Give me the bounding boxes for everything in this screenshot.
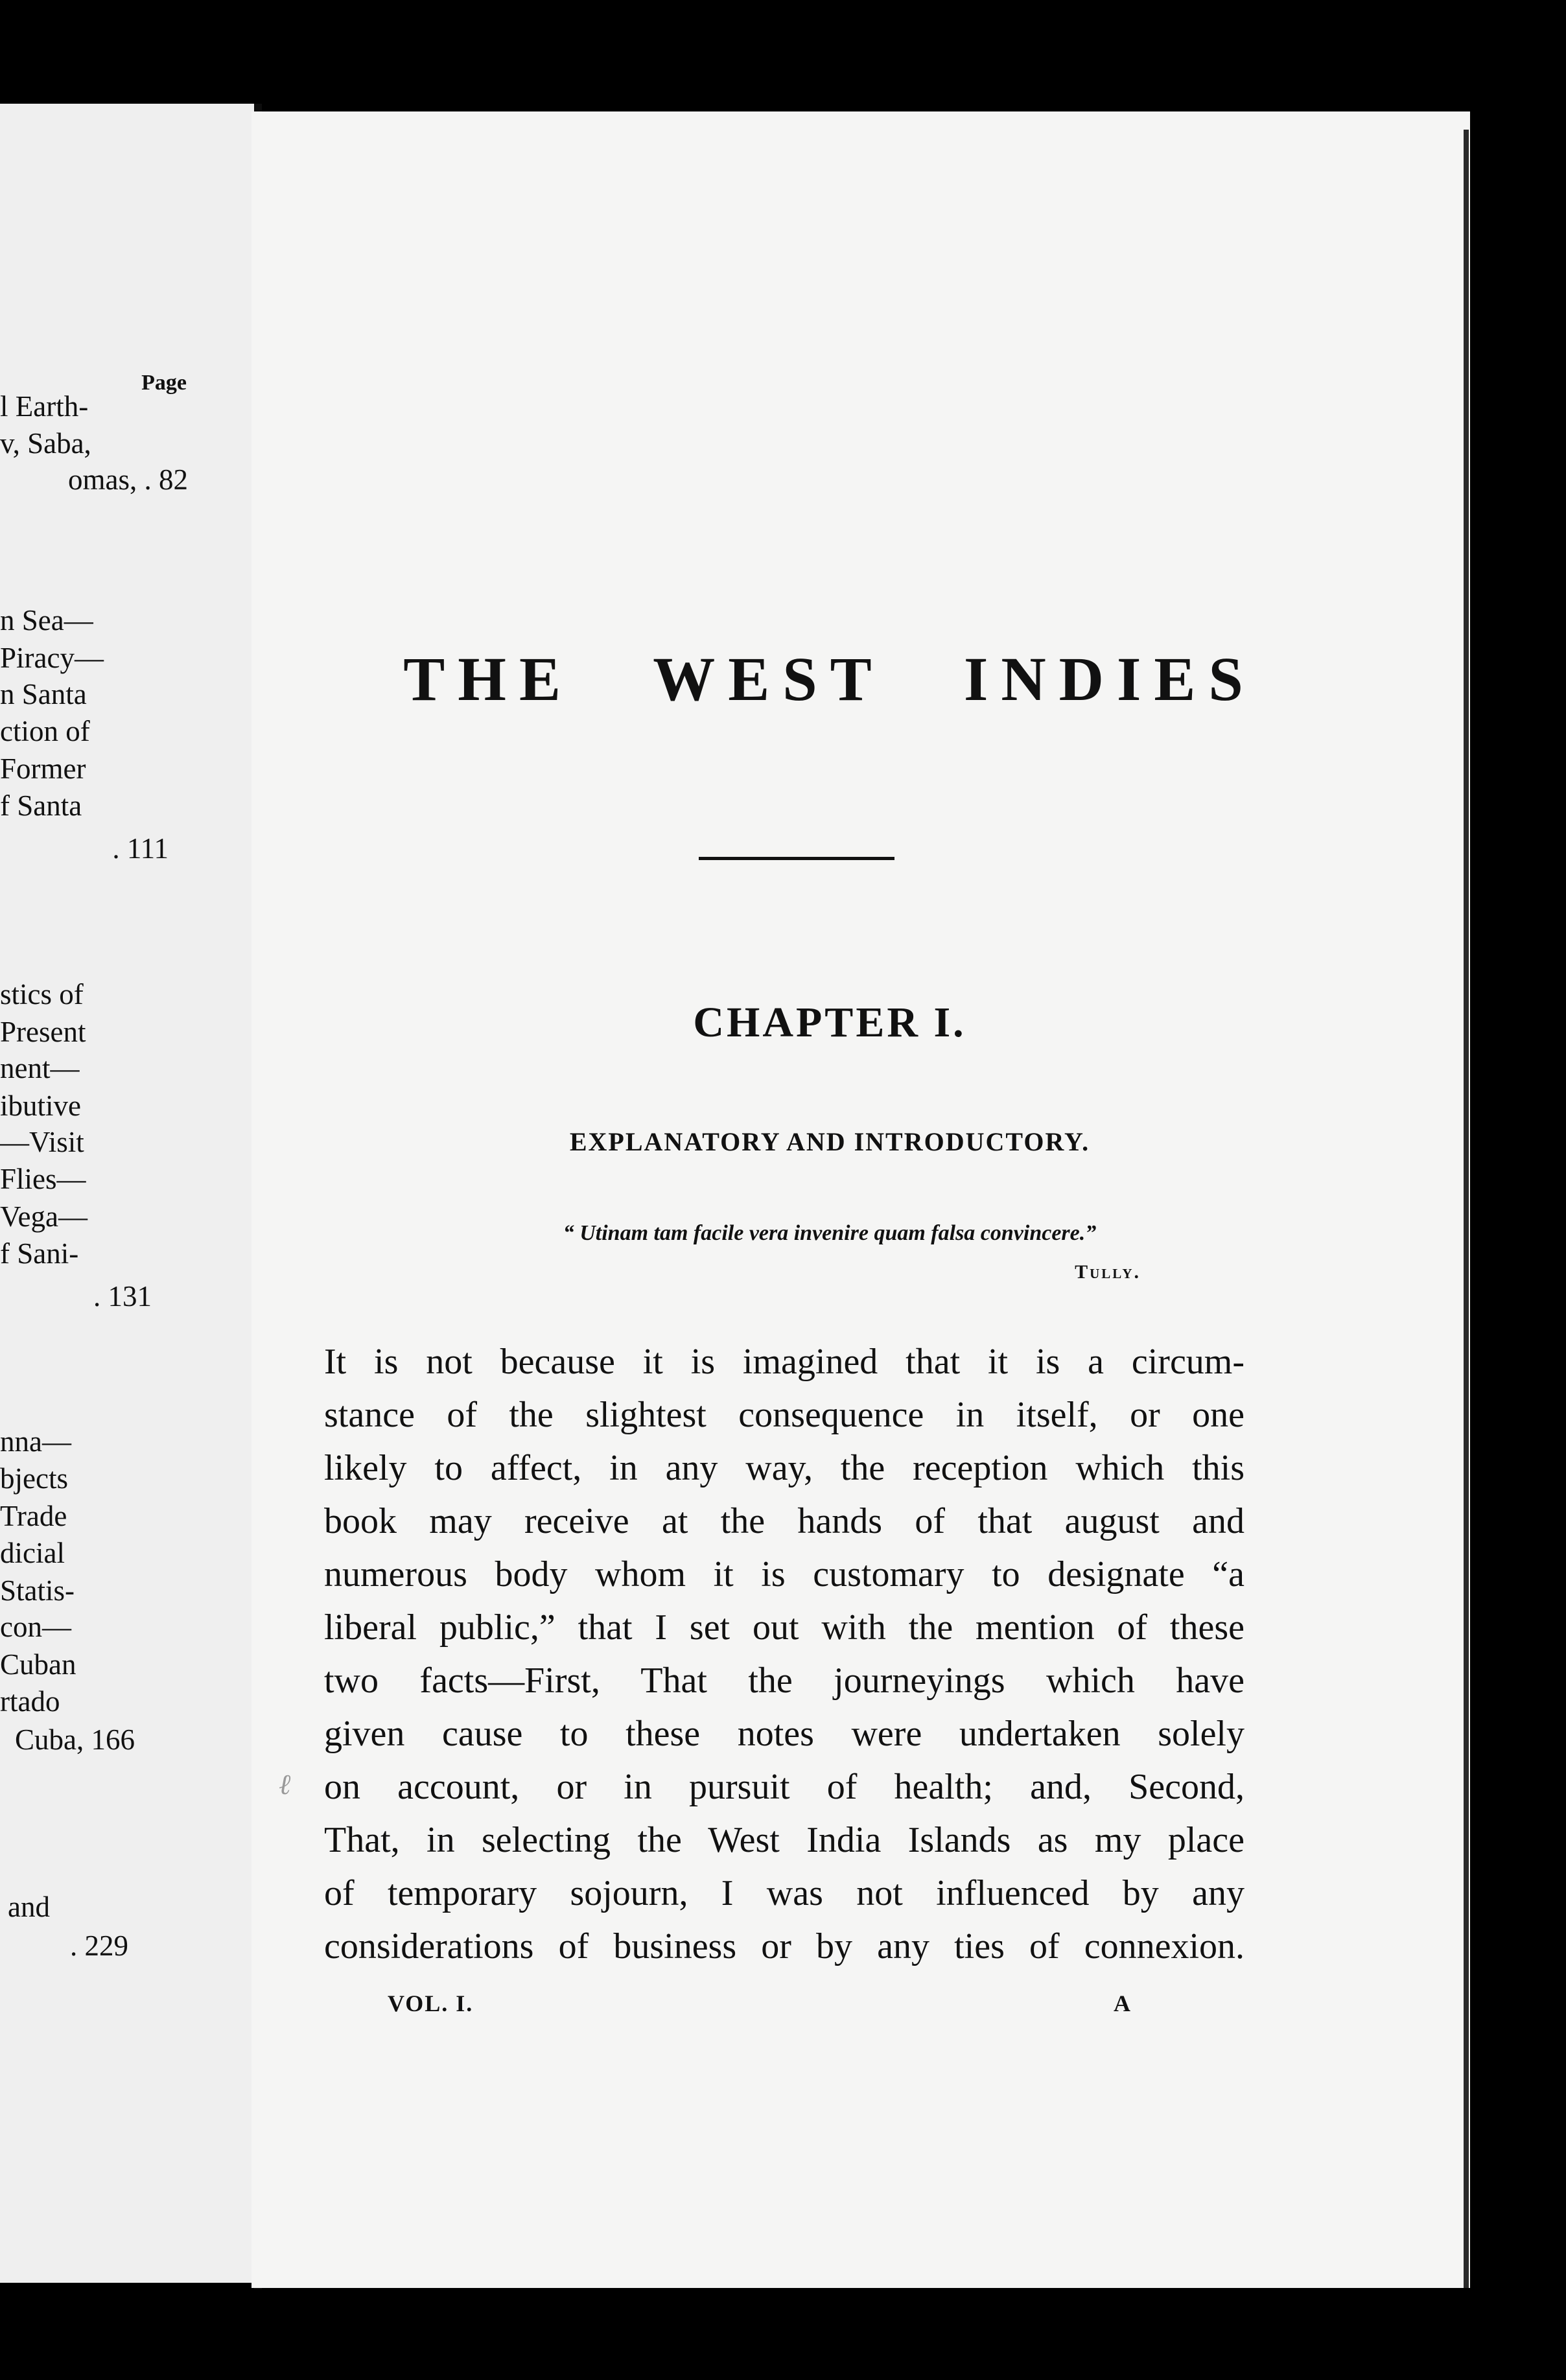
contents-line: Cuba, 166 [15, 1723, 135, 1756]
contents-line: Former [0, 752, 86, 785]
contents-line: Present [0, 1016, 86, 1048]
contents-line: stics of [0, 978, 84, 1010]
body-line: book may receive at the hands of that august and [324, 1501, 1245, 1541]
contents-line: nna— [0, 1425, 71, 1458]
title-rule [699, 857, 894, 860]
contents-line: Vega— [0, 1200, 88, 1233]
contents-line: ibutive [0, 1090, 81, 1122]
contents-line: n Santa [0, 678, 87, 710]
body-line: numerous body whom it is customary to designate “a [324, 1554, 1245, 1594]
contents-line: con— [0, 1611, 71, 1643]
body-line: That, in selecting the West India Islands as my place [324, 1820, 1245, 1860]
epigraph: “ Utinam tam facile vera invenire quam falsa convincere.” [563, 1221, 1097, 1245]
body-line: two facts—First, That the journeyings which have [324, 1661, 1245, 1701]
body-line: likely to affect, in any way, the reception which this [324, 1448, 1245, 1488]
book-title: THE WEST INDIES [403, 644, 1256, 714]
contents-line: omas, . 82 [68, 463, 188, 496]
facing-page [0, 104, 254, 2283]
body-line: of temporary sojourn, I was not influenced by any [324, 1873, 1245, 1913]
contents-line: Trade [0, 1500, 67, 1532]
contents-line: rtado [0, 1685, 60, 1718]
footer-signature: A [1114, 1990, 1130, 2016]
contents-line: dicial [0, 1537, 65, 1569]
contents-line: ction of [0, 715, 90, 747]
contents-line: Piracy— [0, 642, 104, 674]
page-column-label: Page [141, 371, 187, 395]
contents-line: bjects [0, 1462, 68, 1495]
body-line: considerations of business or by any ties of connexion. [324, 1926, 1245, 1966]
pencil-mark: ℓ [279, 1769, 291, 1801]
contents-line: . 229 [70, 1930, 128, 1962]
body-line: stance of the slightest consequence in itself, or one [324, 1395, 1245, 1435]
contents-line: Flies— [0, 1163, 86, 1195]
contents-line: nent— [0, 1052, 80, 1084]
contents-line: . 111 [112, 832, 169, 865]
page-edge [1464, 130, 1469, 2288]
contents-line: Cuban [0, 1648, 76, 1681]
contents-line: l Earth- [0, 390, 89, 423]
body-line: liberal public,” that I set out with the mention of these [324, 1607, 1245, 1648]
body-text [324, 1335, 1245, 1973]
chapter-subtitle: EXPLANATORY AND INTRODUCTORY. [569, 1127, 1090, 1156]
contents-line: n Sea— [0, 604, 93, 636]
contents-line: and [8, 1891, 50, 1923]
epigraph-author: Tully. [1075, 1261, 1141, 1283]
body-line: given cause to these notes were undertaken solely [324, 1714, 1245, 1754]
contents-line: f Santa [0, 789, 82, 822]
contents-line: Statis- [0, 1574, 75, 1607]
body-line: on account, or in pursuit of health; and, Second, [324, 1767, 1245, 1807]
footer-volume: VOL. I. [388, 1990, 474, 2016]
contents-line: v, Saba, [0, 427, 91, 460]
contents-line: f Sani- [0, 1237, 79, 1270]
contents-line: . 131 [93, 1280, 152, 1312]
chapter-heading: CHAPTER I. [693, 999, 966, 1046]
body-line: It is not because it is imagined that it is a circum- [324, 1342, 1245, 1382]
contents-line: —Visit [0, 1126, 84, 1158]
